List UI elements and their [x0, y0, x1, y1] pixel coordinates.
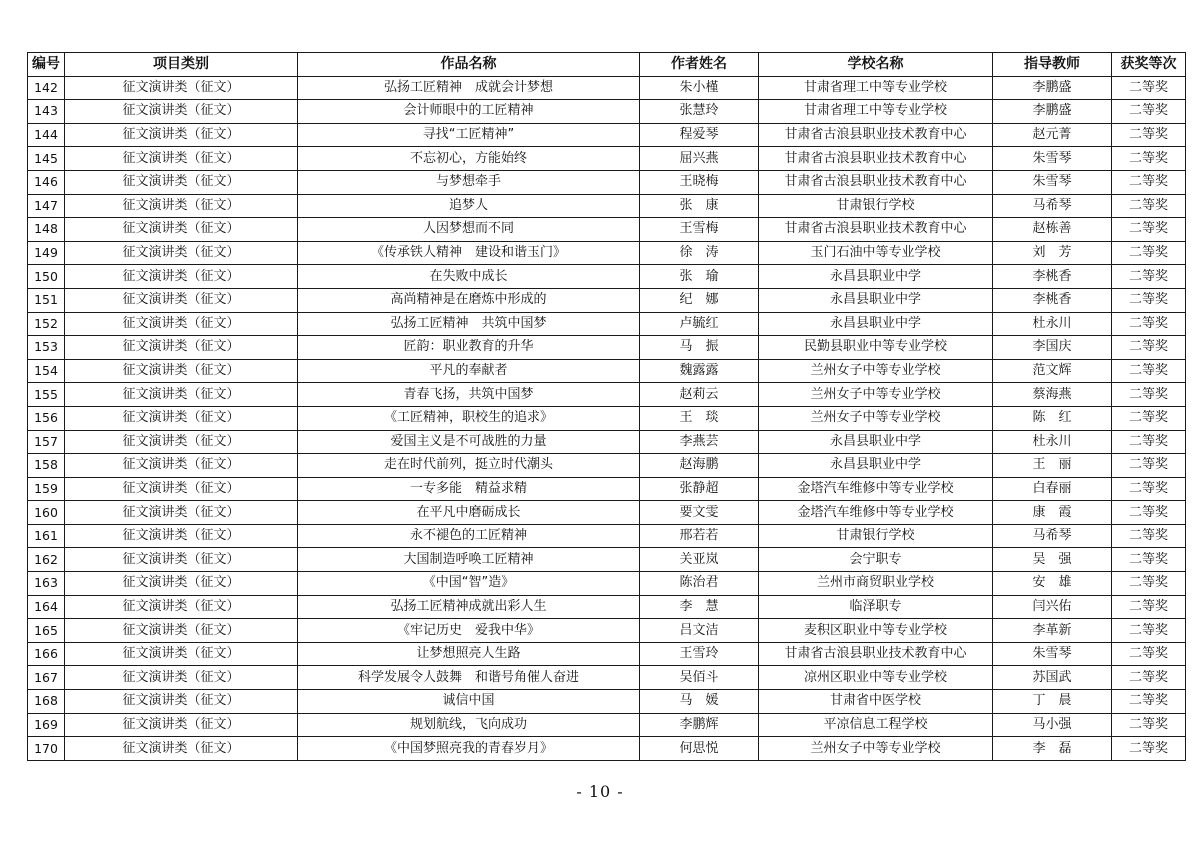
cell-category: 征文演讲类（征文）: [65, 241, 298, 265]
table-row: [28, 619, 1186, 643]
table-row: [28, 147, 1186, 171]
cell-category: 征文演讲类（征文）: [65, 430, 298, 454]
cell-category: 征文演讲类（征文）: [65, 312, 298, 336]
table-row: [28, 477, 1186, 501]
cell-school: 永昌县职业中学: [759, 454, 993, 478]
table-row: [28, 241, 1186, 265]
cell-category: 征文演讲类（征文）: [65, 548, 298, 572]
table-row: [28, 406, 1186, 430]
cell-category: 征文演讲类（征文）: [65, 218, 298, 242]
cell-work-title: 弘扬工匠精神成就出彩人生: [298, 595, 640, 619]
cell-school: 甘肃银行学校: [759, 194, 993, 218]
cell-advisor: 范文辉: [993, 359, 1112, 383]
cell-award: 二等奖: [1112, 194, 1186, 218]
cell-school: 金塔汽车维修中等专业学校: [759, 477, 993, 501]
cell-advisor: 闫兴佑: [993, 595, 1112, 619]
table-row: [28, 194, 1186, 218]
table-row: [28, 524, 1186, 548]
cell-author: 赵莉云: [640, 383, 759, 407]
table-row: [28, 336, 1186, 360]
cell-advisor: 杜永川: [993, 312, 1112, 336]
cell-work-title: 弘扬工匠精神 成就会计梦想: [298, 76, 640, 100]
cell-school: 兰州女子中等专业学校: [759, 359, 993, 383]
cell-work-title: 与梦想牵手: [298, 170, 640, 194]
cell-id: 156: [28, 406, 65, 430]
cell-author: 屈兴燕: [640, 147, 759, 171]
cell-school: 甘肃省古浪县职业技术教育中心: [759, 147, 993, 171]
cell-award: 二等奖: [1112, 619, 1186, 643]
cell-award: 二等奖: [1112, 218, 1186, 242]
cell-award: 二等奖: [1112, 524, 1186, 548]
cell-school: 麦积区职业中等专业学校: [759, 619, 993, 643]
cell-work-title: 永不褪色的工匠精神: [298, 524, 640, 548]
table-row: [28, 548, 1186, 572]
cell-work-title: 一专多能 精益求精: [298, 477, 640, 501]
cell-advisor: 刘 芳: [993, 241, 1112, 265]
cell-work-title: 《工匠精神，职校生的追求》: [298, 406, 640, 430]
cell-id: 169: [28, 713, 65, 737]
cell-id: 157: [28, 430, 65, 454]
cell-award: 二等奖: [1112, 170, 1186, 194]
cell-work-title: 规划航线，飞向成功: [298, 713, 640, 737]
cell-advisor: 李鹏盛: [993, 100, 1112, 124]
cell-school: 兰州女子中等专业学校: [759, 737, 993, 761]
cell-category: 征文演讲类（征文）: [65, 100, 298, 124]
cell-award: 二等奖: [1112, 359, 1186, 383]
cell-author: 张静超: [640, 477, 759, 501]
cell-advisor: 李桃香: [993, 265, 1112, 289]
header-award: 获奖等次: [1112, 53, 1186, 77]
cell-category: 征文演讲类（征文）: [65, 194, 298, 218]
cell-advisor: 王 丽: [993, 454, 1112, 478]
cell-school: 甘肃省理工中等专业学校: [759, 76, 993, 100]
cell-work-title: 《中国梦照亮我的青春岁月》: [298, 737, 640, 761]
cell-category: 征文演讲类（征文）: [65, 123, 298, 147]
cell-award: 二等奖: [1112, 76, 1186, 100]
cell-id: 147: [28, 194, 65, 218]
cell-school: 永昌县职业中学: [759, 288, 993, 312]
cell-advisor: 李国庆: [993, 336, 1112, 360]
cell-author: 吕文洁: [640, 619, 759, 643]
cell-id: 155: [28, 383, 65, 407]
cell-id: 164: [28, 595, 65, 619]
cell-author: 程爱琴: [640, 123, 759, 147]
cell-advisor: 马希琴: [993, 194, 1112, 218]
cell-work-title: 追梦人: [298, 194, 640, 218]
cell-award: 二等奖: [1112, 383, 1186, 407]
cell-award: 二等奖: [1112, 548, 1186, 572]
cell-author: 张 康: [640, 194, 759, 218]
cell-school: 甘肃省古浪县职业技术教育中心: [759, 170, 993, 194]
table-row: [28, 383, 1186, 407]
cell-school: 金塔汽车维修中等专业学校: [759, 501, 993, 525]
cell-author: 徐 涛: [640, 241, 759, 265]
cell-award: 二等奖: [1112, 595, 1186, 619]
cell-award: 二等奖: [1112, 406, 1186, 430]
cell-school: 甘肃省古浪县职业技术教育中心: [759, 123, 993, 147]
cell-author: 王雪梅: [640, 218, 759, 242]
cell-award: 二等奖: [1112, 642, 1186, 666]
cell-school: 甘肃省中医学校: [759, 690, 993, 714]
cell-category: 征文演讲类（征文）: [65, 147, 298, 171]
cell-author: 陈治君: [640, 572, 759, 596]
cell-category: 征文演讲类（征文）: [65, 477, 298, 501]
cell-category: 征文演讲类（征文）: [65, 713, 298, 737]
table-row: [28, 642, 1186, 666]
cell-author: 马 媛: [640, 690, 759, 714]
table-row: [28, 123, 1186, 147]
cell-id: 149: [28, 241, 65, 265]
cell-award: 二等奖: [1112, 288, 1186, 312]
table-row: [28, 713, 1186, 737]
table-row: [28, 737, 1186, 761]
cell-advisor: 朱雪琴: [993, 170, 1112, 194]
cell-award: 二等奖: [1112, 690, 1186, 714]
table-row: [28, 454, 1186, 478]
table-row: [28, 218, 1186, 242]
cell-id: 152: [28, 312, 65, 336]
cell-work-title: 在失败中成长: [298, 265, 640, 289]
cell-id: 158: [28, 454, 65, 478]
cell-category: 征文演讲类（征文）: [65, 666, 298, 690]
cell-award: 二等奖: [1112, 312, 1186, 336]
header-work-title: 作品名称: [298, 53, 640, 77]
cell-advisor: 康 霞: [993, 501, 1112, 525]
cell-work-title: 会计师眼中的工匠精神: [298, 100, 640, 124]
cell-work-title: 诚信中国: [298, 690, 640, 714]
cell-award: 二等奖: [1112, 147, 1186, 171]
header-school: 学校名称: [759, 53, 993, 77]
table-row: [28, 288, 1186, 312]
cell-work-title: 高尚精神是在磨炼中形成的: [298, 288, 640, 312]
cell-work-title: 平凡的奉献者: [298, 359, 640, 383]
cell-award: 二等奖: [1112, 713, 1186, 737]
cell-id: 145: [28, 147, 65, 171]
cell-advisor: 朱雪琴: [993, 642, 1112, 666]
header-author: 作者姓名: [640, 53, 759, 77]
cell-school: 甘肃银行学校: [759, 524, 993, 548]
table-row: [28, 170, 1186, 194]
cell-category: 征文演讲类（征文）: [65, 383, 298, 407]
cell-id: 166: [28, 642, 65, 666]
table-row: [28, 666, 1186, 690]
cell-school: 平凉信息工程学校: [759, 713, 993, 737]
header-category: 项目类别: [65, 53, 298, 77]
cell-advisor: 李革新: [993, 619, 1112, 643]
cell-advisor: 马小强: [993, 713, 1112, 737]
cell-author: 吴佰斗: [640, 666, 759, 690]
cell-work-title: 走在时代前列，挺立时代潮头: [298, 454, 640, 478]
cell-category: 征文演讲类（征文）: [65, 288, 298, 312]
cell-advisor: 苏国武: [993, 666, 1112, 690]
cell-id: 148: [28, 218, 65, 242]
header-id: 编号: [28, 53, 65, 77]
cell-id: 161: [28, 524, 65, 548]
cell-advisor: 白春丽: [993, 477, 1112, 501]
table-row: [28, 572, 1186, 596]
cell-category: 征文演讲类（征文）: [65, 737, 298, 761]
cell-author: 卢毓红: [640, 312, 759, 336]
cell-id: 159: [28, 477, 65, 501]
cell-advisor: 李桃香: [993, 288, 1112, 312]
cell-author: 李燕芸: [640, 430, 759, 454]
cell-school: 兰州市商贸职业学校: [759, 572, 993, 596]
cell-author: 王雪玲: [640, 642, 759, 666]
cell-category: 征文演讲类（征文）: [65, 524, 298, 548]
cell-advisor: 吴 强: [993, 548, 1112, 572]
cell-award: 二等奖: [1112, 100, 1186, 124]
cell-school: 永昌县职业中学: [759, 430, 993, 454]
table-row: [28, 690, 1186, 714]
cell-award: 二等奖: [1112, 477, 1186, 501]
cell-author: 王 琰: [640, 406, 759, 430]
cell-work-title: 让梦想照亮人生路: [298, 642, 640, 666]
cell-id: 167: [28, 666, 65, 690]
cell-category: 征文演讲类（征文）: [65, 619, 298, 643]
cell-school: 临泽职专: [759, 595, 993, 619]
cell-advisor: 杜永川: [993, 430, 1112, 454]
cell-category: 征文演讲类（征文）: [65, 170, 298, 194]
table-row: [28, 312, 1186, 336]
cell-award: 二等奖: [1112, 501, 1186, 525]
cell-author: 张慧玲: [640, 100, 759, 124]
table-row: [28, 501, 1186, 525]
cell-category: 征文演讲类（征文）: [65, 265, 298, 289]
cell-id: 160: [28, 501, 65, 525]
cell-school: 玉门石油中等专业学校: [759, 241, 993, 265]
cell-author: 马 振: [640, 336, 759, 360]
cell-advisor: 马希琴: [993, 524, 1112, 548]
cell-advisor: 丁 晨: [993, 690, 1112, 714]
table-row: [28, 265, 1186, 289]
cell-award: 二等奖: [1112, 666, 1186, 690]
cell-award: 二等奖: [1112, 430, 1186, 454]
cell-category: 征文演讲类（征文）: [65, 406, 298, 430]
cell-advisor: 朱雪琴: [993, 147, 1112, 171]
cell-category: 征文演讲类（征文）: [65, 359, 298, 383]
cell-author: 纪 娜: [640, 288, 759, 312]
table-body: [28, 76, 1186, 760]
cell-award: 二等奖: [1112, 572, 1186, 596]
cell-category: 征文演讲类（征文）: [65, 76, 298, 100]
cell-work-title: 不忘初心，方能始终: [298, 147, 640, 171]
cell-id: 143: [28, 100, 65, 124]
cell-work-title: 弘扬工匠精神 共筑中国梦: [298, 312, 640, 336]
cell-author: 关亚岚: [640, 548, 759, 572]
cell-work-title: 在平凡中磨砺成长: [298, 501, 640, 525]
cell-category: 征文演讲类（征文）: [65, 642, 298, 666]
cell-advisor: 赵栋善: [993, 218, 1112, 242]
cell-id: 168: [28, 690, 65, 714]
table-row: [28, 595, 1186, 619]
cell-category: 征文演讲类（征文）: [65, 501, 298, 525]
cell-award: 二等奖: [1112, 241, 1186, 265]
cell-school: 兰州女子中等专业学校: [759, 383, 993, 407]
cell-school: 会宁职专: [759, 548, 993, 572]
cell-award: 二等奖: [1112, 454, 1186, 478]
cell-id: 153: [28, 336, 65, 360]
cell-id: 151: [28, 288, 65, 312]
cell-author: 要文雯: [640, 501, 759, 525]
cell-school: 永昌县职业中学: [759, 312, 993, 336]
cell-advisor: 安 雄: [993, 572, 1112, 596]
cell-id: 162: [28, 548, 65, 572]
cell-school: 永昌县职业中学: [759, 265, 993, 289]
cell-id: 142: [28, 76, 65, 100]
cell-work-title: 《中国“智”造》: [298, 572, 640, 596]
cell-school: 凉州区职业中等专业学校: [759, 666, 993, 690]
cell-advisor: 赵元菁: [993, 123, 1112, 147]
cell-category: 征文演讲类（征文）: [65, 336, 298, 360]
award-table: [27, 52, 1186, 761]
cell-advisor: 李 磊: [993, 737, 1112, 761]
cell-school: 甘肃省古浪县职业技术教育中心: [759, 218, 993, 242]
cell-award: 二等奖: [1112, 265, 1186, 289]
cell-category: 征文演讲类（征文）: [65, 454, 298, 478]
cell-author: 邢若若: [640, 524, 759, 548]
cell-id: 146: [28, 170, 65, 194]
cell-author: 李 慧: [640, 595, 759, 619]
cell-work-title: 人因梦想而不同: [298, 218, 640, 242]
cell-id: 163: [28, 572, 65, 596]
cell-category: 征文演讲类（征文）: [65, 690, 298, 714]
table-row: [28, 76, 1186, 100]
cell-author: 张 瑜: [640, 265, 759, 289]
cell-author: 王晓梅: [640, 170, 759, 194]
table-row: [28, 100, 1186, 124]
table-row: [28, 359, 1186, 383]
cell-id: 165: [28, 619, 65, 643]
table-row: [28, 430, 1186, 454]
cell-author: 朱小槿: [640, 76, 759, 100]
cell-work-title: 大国制造呼唤工匠精神: [298, 548, 640, 572]
cell-advisor: 陈 红: [993, 406, 1112, 430]
cell-award: 二等奖: [1112, 737, 1186, 761]
cell-category: 征文演讲类（征文）: [65, 572, 298, 596]
cell-work-title: 青春飞扬，共筑中国梦: [298, 383, 640, 407]
cell-author: 何思悦: [640, 737, 759, 761]
header-advisor: 指导教师: [993, 53, 1112, 77]
cell-id: 170: [28, 737, 65, 761]
cell-work-title: 爱国主义是不可战胜的力量: [298, 430, 640, 454]
cell-school: 甘肃省古浪县职业技术教育中心: [759, 642, 993, 666]
cell-work-title: 科学发展令人鼓舞 和谐号角催人奋进: [298, 666, 640, 690]
header-row: [28, 53, 1186, 77]
cell-work-title: 《传承铁人精神 建设和谐玉门》: [298, 241, 640, 265]
cell-school: 甘肃省理工中等专业学校: [759, 100, 993, 124]
cell-author: 赵海鹏: [640, 454, 759, 478]
cell-advisor: 李鹏盛: [993, 76, 1112, 100]
cell-award: 二等奖: [1112, 123, 1186, 147]
cell-advisor: 蔡海燕: [993, 383, 1112, 407]
cell-school: 兰州女子中等专业学校: [759, 406, 993, 430]
cell-work-title: 《牢记历史 爱我中华》: [298, 619, 640, 643]
cell-category: 征文演讲类（征文）: [65, 595, 298, 619]
page-number: - 10 -: [576, 782, 624, 801]
cell-id: 150: [28, 265, 65, 289]
cell-work-title: 匠韵：职业教育的升华: [298, 336, 640, 360]
cell-author: 李鹏辉: [640, 713, 759, 737]
cell-school: 民勤县职业中等专业学校: [759, 336, 993, 360]
cell-award: 二等奖: [1112, 336, 1186, 360]
cell-author: 魏露露: [640, 359, 759, 383]
cell-work-title: 寻找“工匠精神”: [298, 123, 640, 147]
cell-id: 144: [28, 123, 65, 147]
cell-id: 154: [28, 359, 65, 383]
